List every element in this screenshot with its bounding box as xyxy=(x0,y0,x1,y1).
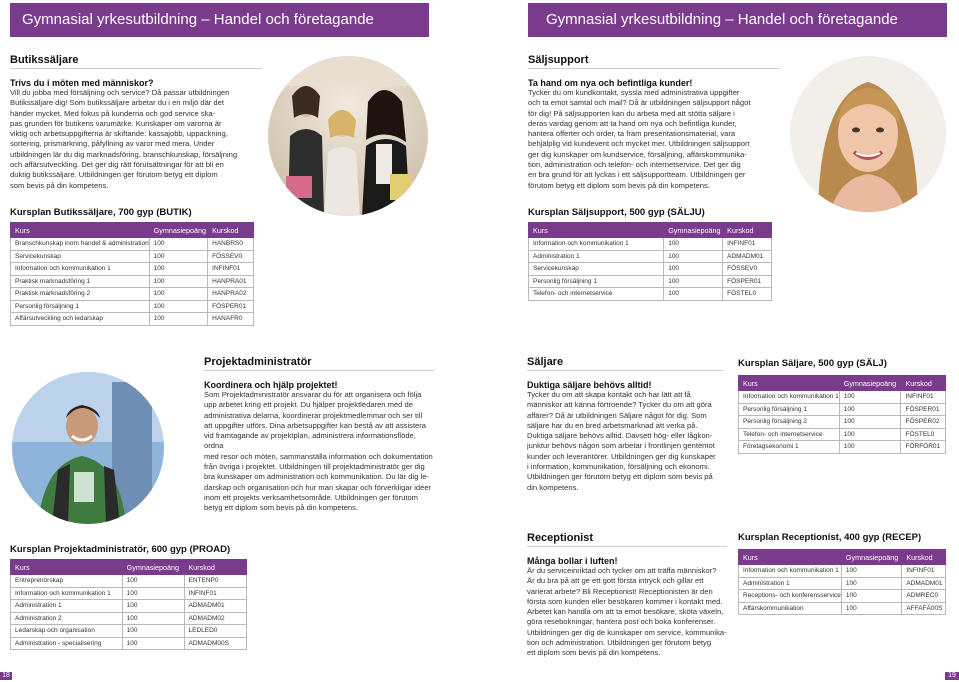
col-header-kod: Kurskod xyxy=(208,223,254,238)
col-header-kod: Kurskod xyxy=(901,376,946,391)
table-row: Praktisk marknadsföring 1 100 HANPRA01 xyxy=(11,275,254,288)
section-subtitle: Duktiga säljare behövs alltid! xyxy=(527,380,652,390)
kursplan-saljsupport xyxy=(528,207,772,301)
col-header-kurs: Kurs xyxy=(739,550,842,565)
table-row: Branschkunskap inom handel & administration 100 HANBRS0 xyxy=(11,238,254,251)
col-header-poang: Gymnasiepoäng xyxy=(149,223,207,238)
section-body: Tycker du om att skapa kontakt och har lätt att få människor att känna förtroende? Tycker du om att göra affärer? Då är utbildningen Säljare något för dig. Som säljare har du en bred arbetsmarknad att verka på. Duktiga säljare behövs alltid. Davsett hög- eller lågkon- junktur behövs någon som arbetar i frontlinjen gentemot kunder och leverantörer. Utbildningen ger dig kunskaper i information, kommunikation, försäljning och ekonomi. Utbildningen ger förutom betyg ett diplom som bevis på din kompetens. xyxy=(527,390,716,492)
kursplan-butik xyxy=(10,207,254,326)
table-row: Praktisk marknadsföring 2 100 HANPRA02 xyxy=(11,288,254,301)
section-body: Vill du jobba med försäljning och service? Då passar utbildningen Butikssäljare dig! Som butikssäljare arbetar du i en miljö där det händer mycket. Med fokus på kunderna och god service ska- pas grunden för butikens varumärke. Kunskaper om varorna är viktig och arbetsuppgifterna är skiftande: kassajobb, uppackning, sortering, prismärkning, påfyllning av varor med mera. Under utbildningen lär du dig marknadsföring, branschkunskap, försäljning och affärsutveckling. Det ger dig rätt förutsättningar för att bli en duktig butikssäljare. Utbildningen ger förutom betyg ett diplom som bevis på din kompetens. xyxy=(10,88,238,190)
section-title: Receptionist xyxy=(527,532,727,547)
table-row: Affärsutveckling och ledarskap 100 HANAFR0 xyxy=(11,313,254,326)
table-row: Personlig försäljning 1 100 FÖSPER01 xyxy=(529,275,772,288)
table-row: Administration 1 100 ADMADM01 xyxy=(529,250,772,263)
col-header-kurs: Kurs xyxy=(529,223,664,238)
section-saljsupport xyxy=(528,54,780,191)
kursplan-reception xyxy=(738,532,946,615)
page-number-left: 18 xyxy=(0,672,12,680)
section-projektadministrator xyxy=(204,356,434,514)
table-row: Entreprenörskap 100 ENTENP0 xyxy=(11,575,247,588)
kursplan-title: Kursplan Receptionist, 400 gyp (RECEP) xyxy=(738,532,922,543)
section-saljare xyxy=(527,356,723,493)
table-row: Information och kommunikation 1 100 INFINF01 xyxy=(529,238,772,251)
table-row: Information och kommunikation 1 100 INFINF01 xyxy=(739,391,946,404)
table-row: Administration - specialisering 100 ADMADM00S xyxy=(11,637,247,650)
table-row: Receptions- och konferensservice 100 ADMREC0 xyxy=(739,590,946,603)
course-table xyxy=(738,375,946,454)
table-row: Information och kommunikation 1 100 INFINF01 xyxy=(11,587,247,600)
table-row: Telefon- och internetservice 100 FÖSTEL0 xyxy=(529,288,772,301)
table-row: Information och kommunikation 1 100 INFINF01 xyxy=(739,565,946,578)
section-subtitle: Många bollar i luften! xyxy=(527,556,618,566)
table-row: Ledarskap och organisation 100 LEDLED0 xyxy=(11,625,247,638)
col-header-poang: Gymnasiepoäng xyxy=(664,223,723,238)
section-subtitle: Trivs du i möten med människor? xyxy=(10,78,154,88)
table-row: Administration 1 100 ADMADM01 xyxy=(739,577,946,590)
section-title: Säljsupport xyxy=(528,54,780,69)
section-subtitle: Ta hand om nya och befintliga kunder! xyxy=(528,78,693,88)
table-row: Information och kommunikation 1 100 INFINF01 xyxy=(11,263,254,276)
table-row: Personlig försäljning 1 100 FÖSPER01 xyxy=(739,403,946,416)
col-header-kod: Kurskod xyxy=(723,223,772,238)
course-table xyxy=(528,222,772,301)
kursplan-projekt xyxy=(10,544,247,650)
section-title: Säljare xyxy=(527,356,723,371)
section-receptionist xyxy=(527,532,727,659)
table-row: Telefon- och internetservice 100 FÖSTEL0 xyxy=(739,428,946,441)
table-row: Servicekunskap 100 FÖSSEV0 xyxy=(529,263,772,276)
page-number-right: 19 xyxy=(945,672,959,680)
photo-women-shopping xyxy=(268,56,428,216)
kursplan-title: Kursplan Butikssäljare, 700 gyp (BUTIK) xyxy=(10,207,192,218)
course-table xyxy=(10,559,247,650)
table-row: Personlig försäljning 2 100 FÖSPER02 xyxy=(739,416,946,429)
table-row: Företagsekonomi 1 100 FÖRFÖR01 xyxy=(739,441,946,454)
col-header-kurs: Kurs xyxy=(11,223,150,238)
section-body: Är du serviceinriktad och tycker om att träffa människor? Är du bra på att ge ett gott första intryck och gillar ett varierat arbete? Bli Receptionist! Receptionisten är den första som kunden eller besökaren kommer i kontakt med. Arbetet kan handla om att ta emot besökare, sköta växeln, göra resebokningar, hantera post och boka konferenser. Utbildningen ger dig de kunskaper om service, kommunika- tion och administration. Utbildningen ger förutom betyg ett diplom som bevis på din kompetens. xyxy=(527,566,727,658)
photo-smiling-woman xyxy=(790,56,946,212)
table-row: Administration 1 100 ADMADM01 xyxy=(11,600,247,613)
kursplan-title: Kursplan Säljare, 500 gyp (SÄLJ) xyxy=(738,358,887,369)
kursplan-saljare xyxy=(738,358,946,454)
course-table xyxy=(738,549,946,615)
section-butikssaljare xyxy=(10,54,262,191)
col-header-poang: Gymnasiepoäng xyxy=(839,376,901,391)
col-header-kod: Kurskod xyxy=(902,550,946,565)
table-row: Affärskommunikation 100 AFFAFÄ00S xyxy=(739,602,946,615)
col-header-poang: Gymnasiepoäng xyxy=(122,560,184,575)
section-body: Tycker du om kundkontakt, syssla med administrativa uppgifter och ta emot samtal och mail? Då är utbildningen säljsupport något för dig! På säljsupporten kan du arbeta med att stötta säljare i deras vardag genom att ta hand om nya och befintliga kunder, hantera offerter och order, ta fram presentationsmaterial, vara behjälplig vid kundevent och mycket mer. Utbildningen säljsupport ger dig kunskaper om kundservice, försäljning, affärskommunika- tion, administration och telefon- och internetservice. Det ger dig en bra grund för att lyckas i ett säljsupportteam. Utbildningen ger förutom betyg ett diplom som bevis på din kompetens. xyxy=(528,88,751,190)
kursplan-title: Kursplan Projektadministratör, 600 gyp (PROAD) xyxy=(10,544,231,555)
section-subtitle: Koordinera och hjälp projektet! xyxy=(204,380,338,390)
col-header-poang: Gymnasiepoäng xyxy=(841,550,901,565)
kursplan-title: Kursplan Säljsupport, 500 gyp (SÄLJU) xyxy=(528,207,705,218)
col-header-kurs: Kurs xyxy=(11,560,123,575)
section-body: Som Projektadministratör ansvarar du för att organisera och följa upp arbetet kring ett projekt. Du hjälper projektledaren med de administrativa delarna, koordinerar projektmedlemmar och ser till att uppgifter utförs. Dina arbetsuppgifter kan bestå av att assistera vid framtagande av projektplan, administrera informationsflöde, ordna med resor och möten, sammanställa information och dokumentation från övriga i projektet. Utbildningen till projektadministratör ger dig bra kunskaper om administration och kommunikation. Du lär dig le- darskap och organisation och hur man skapar och förverkligar idéer inom ett projekts verksamhetsområde. Utbildningen ger förutom betyg ett diplom som bevis på din kompetens. xyxy=(204,390,433,513)
course-table xyxy=(10,222,254,326)
table-row: Personlig försäljning 1 100 FÖSPER01 xyxy=(11,300,254,313)
left-page-banner: Gymnasial yrkesutbildning – Handel och företagande xyxy=(10,3,429,37)
right-page-banner: Gymnasial yrkesutbildning – Handel och företagande xyxy=(528,3,947,37)
section-title: Butikssäljare xyxy=(10,54,262,69)
table-row: Servicekunskap 100 FÖSSEV0 xyxy=(11,250,254,263)
table-row: Administration 2 100 ADMADM02 xyxy=(11,612,247,625)
col-header-kurs: Kurs xyxy=(739,376,840,391)
section-title: Projektadministratör xyxy=(204,356,434,371)
col-header-kod: Kurskod xyxy=(184,560,246,575)
photo-student-backpack xyxy=(12,372,164,524)
